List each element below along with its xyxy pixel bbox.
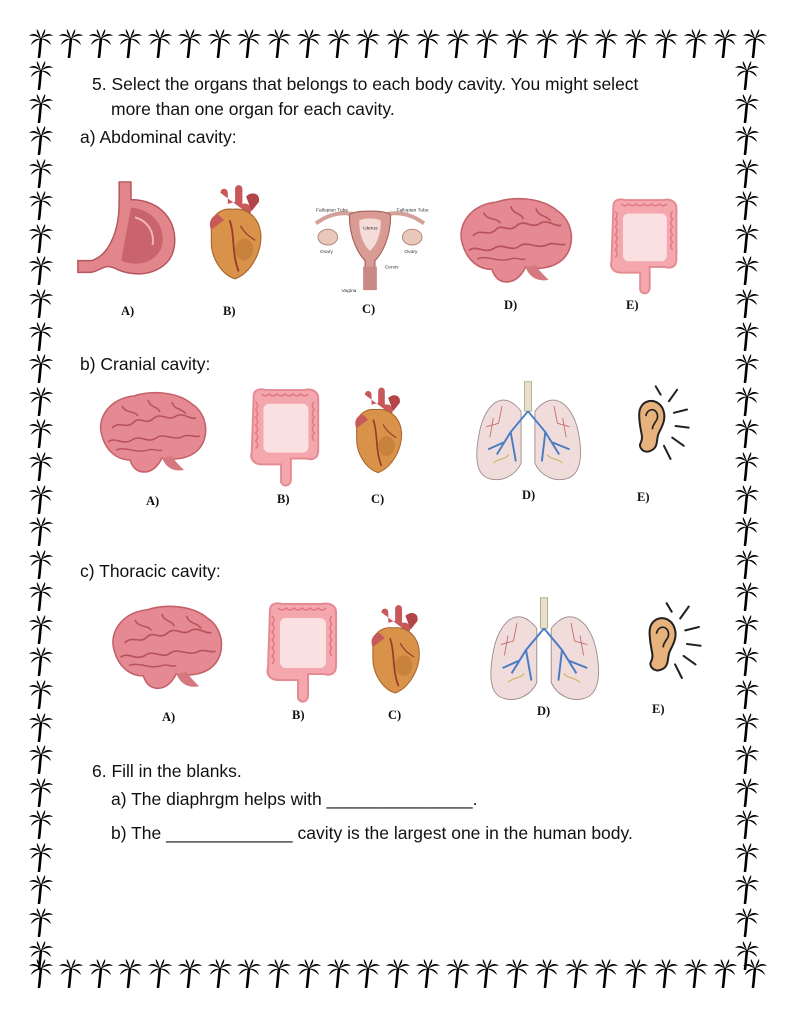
palm-tree-icon <box>177 28 203 58</box>
uterus-label: Cervix <box>384 265 399 271</box>
palm-tree-icon <box>28 516 54 546</box>
option-label: B) <box>223 304 236 318</box>
palm-tree-icon <box>734 874 760 904</box>
palm-tree-icon <box>734 386 760 416</box>
palm-tree-icon <box>28 125 54 155</box>
palm-tree-icon <box>734 93 760 123</box>
palm-tree-icon <box>504 28 530 58</box>
palm-tree-icon <box>534 958 560 988</box>
palm-tree-icon <box>177 958 203 988</box>
option-label: C) <box>362 302 376 316</box>
section-heading-cranial: b) Cranial cavity: <box>80 354 211 374</box>
palm-tree-icon <box>28 190 54 220</box>
q5-title-line2: more than one organ for each cavity. <box>111 99 395 119</box>
palm-tree-icon <box>28 451 54 481</box>
palm-tree-icon <box>28 907 54 937</box>
option-label: C) <box>388 708 402 722</box>
option-e-ear[interactable] <box>626 378 692 474</box>
palm-tree-icon <box>88 958 114 988</box>
palm-tree-icon <box>742 28 768 58</box>
palm-tree-icon <box>415 28 441 58</box>
palm-tree-icon <box>734 190 760 220</box>
heart-icon <box>355 388 401 473</box>
uterus-label: Fallopian Tube <box>396 208 429 214</box>
q6-b-blank[interactable]: _____________ <box>166 823 293 843</box>
palm-tree-icon <box>28 842 54 872</box>
uterus-label: Ovary <box>319 249 333 255</box>
palm-tree-icon <box>28 549 54 579</box>
intestine-icon <box>251 389 318 485</box>
palm-tree-icon <box>326 28 352 58</box>
palm-tree-icon <box>445 958 471 988</box>
option-e-intestine[interactable] <box>600 186 686 304</box>
palm-tree-icon <box>734 744 760 774</box>
palm-tree-icon <box>28 940 54 970</box>
palm-tree-icon <box>28 158 54 188</box>
palm-tree-icon <box>564 28 590 58</box>
option-d-lungs[interactable] <box>466 380 590 484</box>
palm-tree-icon <box>326 958 352 988</box>
q6-a <box>111 788 478 810</box>
palm-tree-icon <box>734 940 760 970</box>
option-label: B) <box>292 708 305 722</box>
option-label: D) <box>504 298 518 312</box>
palm-tree-icon <box>58 958 84 988</box>
option-label: A) <box>121 304 135 318</box>
palm-tree-icon <box>734 809 760 839</box>
option-a-brain[interactable] <box>104 598 228 698</box>
palm-tree-icon <box>385 958 411 988</box>
palm-tree-icon <box>147 958 173 988</box>
palm-tree-icon <box>296 958 322 988</box>
brain-icon <box>101 393 206 472</box>
palm-tree-icon <box>734 516 760 546</box>
palm-tree-icon <box>117 28 143 58</box>
option-label: D) <box>537 704 551 718</box>
border-bottom <box>28 958 768 988</box>
intestine-icon <box>611 199 676 293</box>
palm-tree-icon <box>28 28 54 58</box>
palm-tree-icon <box>28 223 54 253</box>
q5-title-line1: 5. Select the organs that belongs to each body cavity. You might select <box>92 74 639 94</box>
palm-tree-icon <box>28 255 54 285</box>
palm-tree-icon <box>28 614 54 644</box>
palm-tree-icon <box>734 907 760 937</box>
palm-tree-icon <box>58 28 84 58</box>
palm-tree-icon <box>28 809 54 839</box>
option-label: E) <box>652 702 665 716</box>
palm-tree-icon <box>28 679 54 709</box>
palm-tree-icon <box>28 874 54 904</box>
palm-tree-icon <box>28 777 54 807</box>
option-c-heart[interactable] <box>366 600 426 702</box>
q6-a-blank[interactable]: _______________. <box>326 789 478 809</box>
palm-tree-icon <box>734 353 760 383</box>
option-label: E) <box>626 298 639 312</box>
palm-tree-icon <box>28 581 54 611</box>
option-label: A) <box>146 494 160 508</box>
palm-tree-icon <box>734 614 760 644</box>
option-label: B) <box>277 492 290 506</box>
palm-tree-icon <box>734 484 760 514</box>
palm-tree-icon <box>683 28 709 58</box>
border-left <box>28 60 54 970</box>
palm-tree-icon <box>474 28 500 58</box>
palm-tree-icon <box>734 223 760 253</box>
brain-icon <box>113 606 222 688</box>
palm-tree-icon <box>28 321 54 351</box>
palm-tree-icon <box>653 958 679 988</box>
uterus-label: Ovary <box>404 249 418 255</box>
palm-tree-icon <box>266 28 292 58</box>
option-b-heart[interactable] <box>204 182 268 286</box>
option-b-intestine[interactable] <box>240 380 328 492</box>
uterus-label: Fallopian Tube <box>316 208 349 214</box>
palm-tree-icon <box>734 679 760 709</box>
palm-tree-icon <box>28 60 54 90</box>
palm-tree-icon <box>653 28 679 58</box>
palm-tree-icon <box>734 646 760 676</box>
option-d-lungs[interactable] <box>480 596 608 704</box>
lungs-icon <box>477 382 581 480</box>
stomach-icon <box>70 178 188 296</box>
palm-tree-icon <box>117 958 143 988</box>
heart-icon <box>372 605 420 693</box>
q6-title: 6. Fill in the blanks. <box>92 761 242 781</box>
palm-tree-icon <box>474 958 500 988</box>
palm-tree-icon <box>504 958 530 988</box>
palm-tree-icon <box>734 158 760 188</box>
option-c-uterus[interactable] <box>304 190 436 298</box>
ear-icon <box>650 603 701 678</box>
palm-tree-icon <box>28 646 54 676</box>
palm-tree-icon <box>734 549 760 579</box>
uterus-label: Vagina <box>341 289 357 295</box>
palm-tree-icon <box>445 28 471 58</box>
palm-tree-icon <box>147 28 173 58</box>
palm-tree-icon <box>207 28 233 58</box>
palm-tree-icon <box>683 958 709 988</box>
option-d-brain[interactable] <box>452 186 578 296</box>
palm-tree-icon <box>734 60 760 90</box>
palm-tree-icon <box>207 958 233 988</box>
palm-tree-icon <box>734 581 760 611</box>
palm-tree-icon <box>734 712 760 742</box>
palm-tree-icon <box>88 28 114 58</box>
palm-tree-icon <box>734 842 760 872</box>
palm-tree-icon <box>734 451 760 481</box>
section-heading-thoracic: c) Thoracic cavity: <box>80 561 221 581</box>
palm-tree-icon <box>28 353 54 383</box>
palm-tree-icon <box>28 93 54 123</box>
brain-icon <box>461 199 571 282</box>
palm-tree-icon <box>734 255 760 285</box>
section-heading-abdominal: a) Abdominal cavity: <box>80 127 237 147</box>
palm-tree-icon <box>236 958 262 988</box>
palm-tree-icon <box>266 958 292 988</box>
palm-tree-icon <box>734 777 760 807</box>
palm-tree-icon <box>28 712 54 742</box>
q6-b-suffix: cavity is the largest one in the human body. <box>297 823 633 843</box>
ear-icon <box>639 386 689 459</box>
option-label: A) <box>162 710 176 724</box>
palm-tree-icon <box>734 288 760 318</box>
option-label: C) <box>371 492 385 506</box>
intestine-icon <box>267 603 336 701</box>
q6-a-prefix: a) The diaphrgm helps with <box>111 789 322 809</box>
option-a-brain[interactable] <box>92 386 212 480</box>
palm-tree-icon <box>623 28 649 58</box>
palm-tree-icon <box>355 958 381 988</box>
palm-tree-icon <box>28 288 54 318</box>
palm-tree-icon <box>355 28 381 58</box>
palm-tree-icon <box>28 484 54 514</box>
option-b-intestine[interactable] <box>256 596 346 706</box>
palm-tree-icon <box>712 28 738 58</box>
option-label: D) <box>522 488 536 502</box>
palm-tree-icon <box>296 28 322 58</box>
option-e-ear[interactable] <box>636 594 704 694</box>
palm-tree-icon <box>28 418 54 448</box>
lungs-icon <box>491 598 599 700</box>
heart-icon <box>210 185 261 279</box>
option-c-heart[interactable] <box>350 382 408 482</box>
q6-b <box>111 822 633 844</box>
palm-tree-icon <box>623 958 649 988</box>
option-a-stomach[interactable] <box>70 178 188 296</box>
palm-tree-icon <box>236 28 262 58</box>
palm-tree-icon <box>734 321 760 351</box>
palm-tree-icon <box>415 958 441 988</box>
uterus-label: Uterus <box>363 226 378 232</box>
border-right <box>734 60 760 970</box>
palm-tree-icon <box>534 28 560 58</box>
palm-tree-icon <box>564 958 590 988</box>
palm-tree-icon <box>734 125 760 155</box>
palm-tree-icon <box>593 28 619 58</box>
palm-tree-icon <box>385 28 411 58</box>
palm-tree-icon <box>734 418 760 448</box>
palm-tree-icon <box>28 386 54 416</box>
q6-b-prefix: b) The <box>111 823 162 843</box>
border-top <box>28 28 768 58</box>
palm-tree-icon <box>28 744 54 774</box>
palm-tree-icon <box>593 958 619 988</box>
option-label: E) <box>637 490 650 504</box>
